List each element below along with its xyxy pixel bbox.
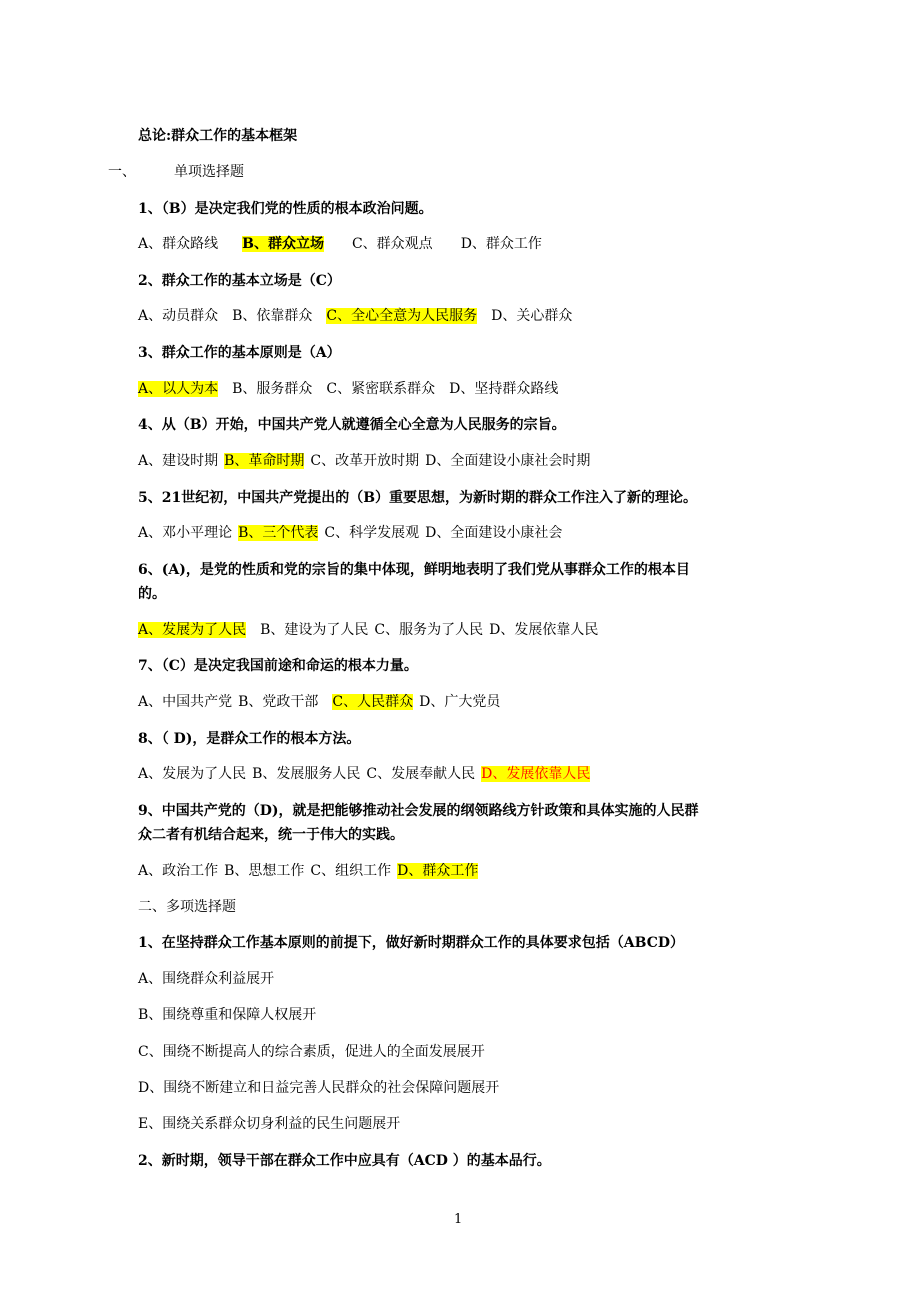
multi-option-b: B、围绕尊重和保障人权展开 (138, 1007, 317, 1023)
option-b-answer: B、三个代表 (238, 525, 319, 541)
option-b: B、党政干部 (238, 694, 319, 710)
option-a: A、动员群众 (138, 308, 219, 324)
option-c: C、服务为了人民 (374, 622, 484, 638)
option-d-answer: D、群众工作 (397, 863, 479, 879)
option-d: D、全面建设小康社会时期 (425, 453, 591, 469)
multi-option-e: E、围绕关系群众切身利益的民生问题展开 (138, 1116, 401, 1132)
options-4 (138, 451, 590, 471)
option-a: A、群众路线 (138, 236, 219, 252)
option-c: C、科学发展观 (324, 525, 420, 541)
option-b: B、依靠群众 (232, 308, 313, 324)
option-b: B、思想工作 (224, 863, 305, 879)
option-c-answer: C、人民群众 (332, 694, 414, 710)
section-heading-single-choice (108, 162, 244, 182)
question-8: 8、（ D)，是群众工作的根本方法。 (138, 731, 361, 747)
option-c: C、组织工作 (310, 863, 392, 879)
option-a: A、建设时期 (138, 453, 219, 469)
question-9-line-2: 众二者有机结合起来，统一于伟大的实践。 (138, 827, 404, 843)
option-a: A、中国共产党 (138, 694, 233, 710)
option-d: D、发展依靠人民 (489, 622, 599, 638)
page-number: 1 (454, 1212, 463, 1227)
question-1: 1、（B）是决定我们党的性质的根本政治问题。 (138, 201, 433, 217)
multi-option-c: C、围绕不断提高人的综合素质，促进人的全面发展展开 (138, 1044, 485, 1060)
options-8 (138, 764, 590, 784)
option-b: B、服务群众 (232, 381, 313, 397)
option-a-answer: A、以人为本 (138, 381, 219, 397)
question-9-line-1: 9、中国共产党的（D)，就是把能够推动社会发展的纲领路线方针政策和具体实施的人民群 (138, 803, 699, 819)
option-d: D、广大党员 (419, 694, 501, 710)
question-6-line-1: 6、(A)，是党的性质和党的宗旨的集中体现，鲜明地表明了我们党从事群众工作的根本目 (138, 562, 690, 578)
option-a: A、邓小平理论 (138, 525, 233, 541)
option-d: D、群众工作 (460, 236, 542, 252)
question-2: 2、群众工作的基本立场是（C） (138, 273, 341, 289)
options-5 (138, 523, 562, 543)
option-c: C、紧密联系群众 (326, 381, 436, 397)
option-b: B、发展服务人民 (252, 766, 361, 782)
multi-option-d: D、围绕不断建立和日益完善人民群众的社会保障问题展开 (138, 1080, 500, 1096)
section-title: 单项选择题 (174, 164, 244, 180)
options-6 (138, 620, 598, 640)
question-4: 4、从（B）开始，中国共产党人就遵循全心全意为人民服务的宗旨。 (138, 417, 566, 433)
option-a-answer: A、发展为了人民 (138, 622, 247, 638)
option-d: D、坚持群众路线 (449, 381, 559, 397)
multi-question-1: 1、在坚持群众工作基本原则的前提下，做好新时期群众工作的具体要求包括（ABCD） (138, 935, 684, 951)
option-c: C、发展奉献人民 (366, 766, 476, 782)
options-7 (138, 692, 500, 712)
section-heading-multiple-choice: 二、多项选择题 (138, 899, 236, 915)
question-6-line-2: 的。 (138, 586, 166, 602)
options-1 (138, 234, 542, 254)
option-d: D、关心群众 (491, 308, 573, 324)
question-7: 7、（C）是决定我国前途和命运的根本力量。 (138, 658, 418, 674)
option-c-answer: C、全心全意为人民服务 (326, 308, 478, 324)
options-3 (138, 379, 558, 399)
document-title: 总论:群众工作的基本框架 (138, 128, 298, 144)
multi-question-2: 2、新时期，领导干部在群众工作中应具有（ACD ）的基本品行。 (138, 1153, 551, 1169)
multi-option-a: A、围绕群众利益展开 (138, 971, 275, 987)
option-b-answer: B、群众立场 (242, 236, 324, 252)
options-9 (138, 861, 478, 881)
option-a: A、政治工作 (138, 863, 219, 879)
options-2 (138, 306, 572, 326)
section-number: 一、 (108, 164, 136, 180)
option-c: C、群众观点 (351, 236, 433, 252)
option-a: A、发展为了人民 (138, 766, 247, 782)
question-3: 3、群众工作的基本原则是（A） (138, 345, 341, 361)
option-b: B、建设为了人民 (260, 622, 369, 638)
option-d-answer: D、发展依靠人民 (481, 766, 591, 782)
option-d: D、全面建设小康社会 (425, 525, 563, 541)
question-5: 5、21世纪初，中国共产党提出的（B）重要思想，为新时期的群众工作注入了新的理论。 (138, 490, 698, 506)
option-c: C、改革开放时期 (310, 453, 420, 469)
option-b-answer: B、革命时期 (224, 453, 305, 469)
